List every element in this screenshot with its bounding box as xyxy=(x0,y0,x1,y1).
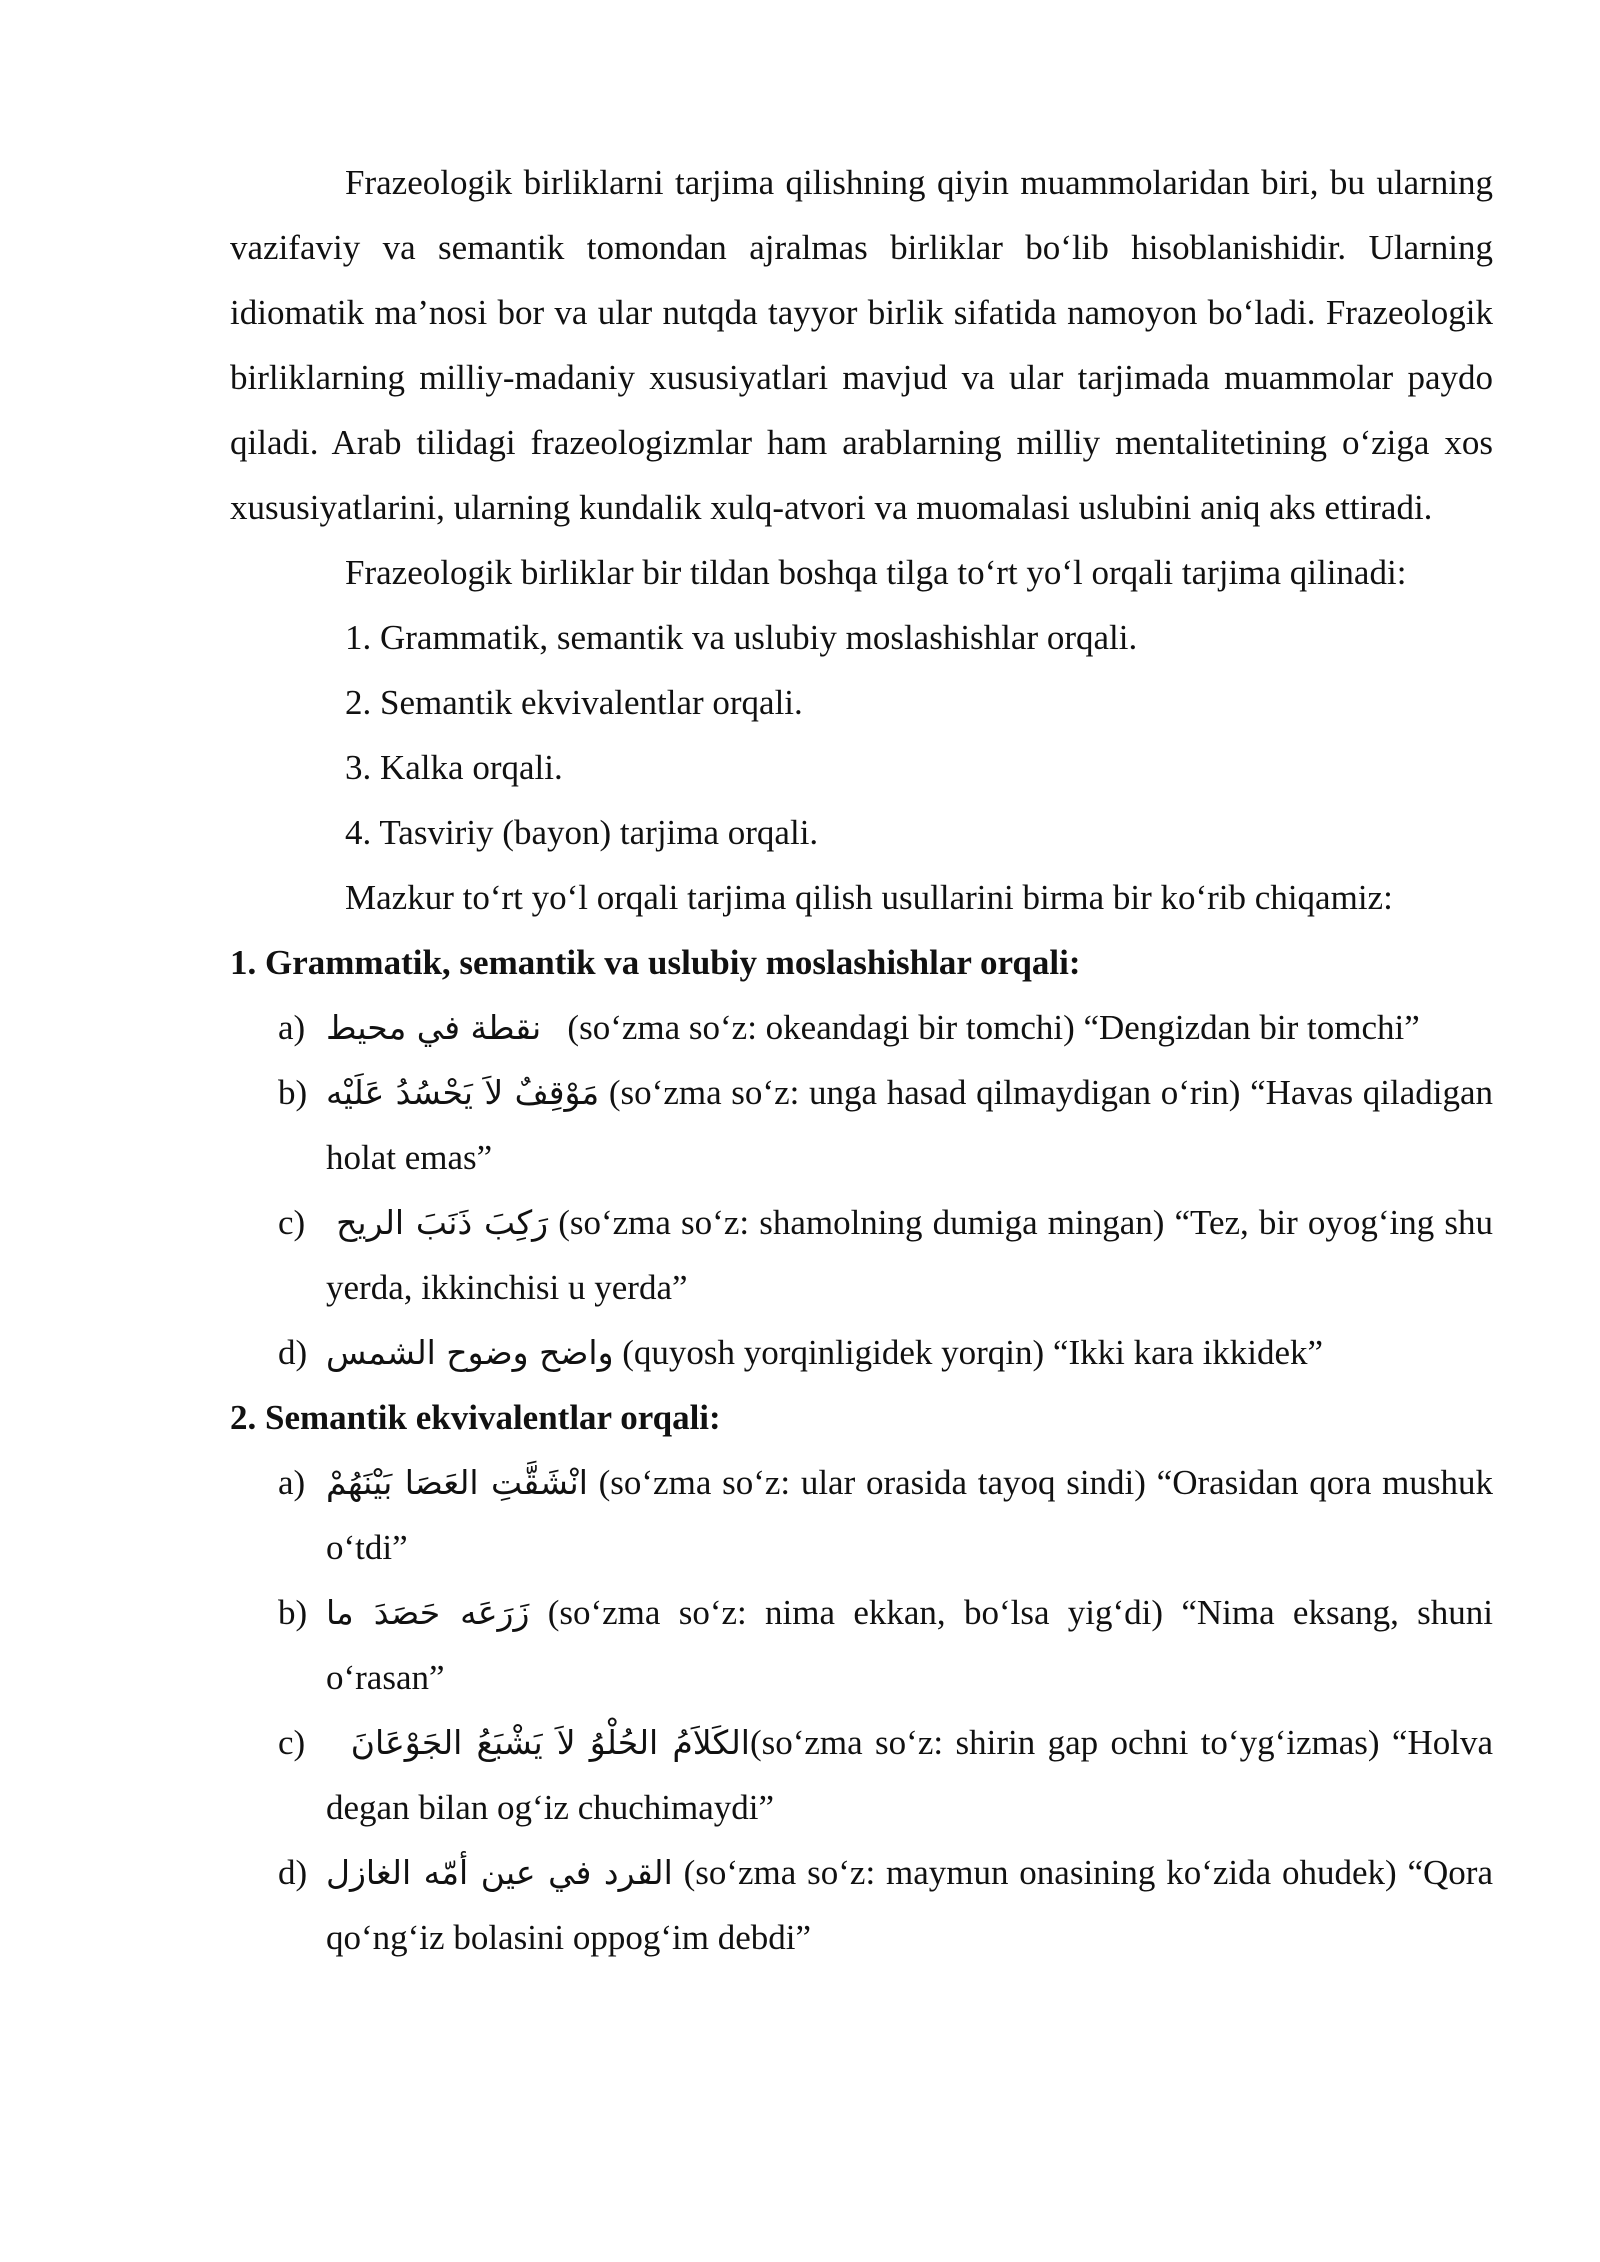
item-label: d) xyxy=(278,1333,308,1372)
example-item xyxy=(230,1450,1493,1580)
item-translation: (so‘zma so‘z: unga hasad qilmaydigan o‘rin) “Havas qiladigan holat emas” xyxy=(326,1073,1493,1177)
arabic-phrase: القرد في عين أمّه الغازل xyxy=(326,1853,673,1892)
item-translation: (so‘zma so‘z: okeandagi bir tomchi) “Dengizdan bir tomchi” xyxy=(567,1008,1420,1047)
item-translation: (quyosh yorqinligidek yorqin) “Ikki kara ikkidek” xyxy=(622,1333,1324,1372)
example-item xyxy=(230,1840,1493,1970)
review-intro: Mazkur to‘rt yo‘l orqali tarjima qilish usullarini birma bir ko‘rib chiqamiz: xyxy=(345,878,1393,917)
arabic-phrase: الكَلاَمُ الحُلْوُ لاَ يَشْبَعُ الجَوْعَانَ xyxy=(350,1723,750,1762)
arabic-phrase: مَوْقِفٌ لاَ يَحْسُدُ عَلَيْه xyxy=(326,1073,600,1112)
item-label: d) xyxy=(278,1853,308,1892)
example-item xyxy=(230,1710,1493,1840)
item-translation: (so‘zma so‘z: maymun onasining ko‘zida ohudek) “Qora qo‘ng‘iz bolasini oppog‘im debdi” xyxy=(326,1853,1493,1957)
example-item xyxy=(230,1580,1493,1710)
item-translation: (so‘zma so‘z: nima ekkan, bo‘lsa yig‘di) “Nima eksang, shuni o‘rasan” xyxy=(326,1593,1493,1697)
item-translation: (so‘zma so‘z: ular orasida tayoq sindi) “Orasidan qora mushuk o‘tdi” xyxy=(326,1463,1494,1567)
intro-paragraph: Frazeologik birliklarni tarjima qilishning qiyin muammolaridan biri, bu ularning vazifaviy va semantik tomondan ajralmas birliklar bo‘lib hisoblanishidir. Ularning idiomatik ma’nosi bor va ular nutqda tayyor birlik sifatida namoyon bo‘ladi. Frazeologik birliklarning milliy-madaniy xususiyatlari mavjud va ular tarjimada muammolar paydo qiladi. Arab tilidagi frazeologizmlar ham arablarning milliy mentalitetining o‘ziga xos xususiyatlarini, ularning kundalik xulq-atvori va muomalasi uslubini aniq aks ettiradi. xyxy=(230,163,1493,527)
item-label: c) xyxy=(278,1203,306,1242)
arabic-phrase: زَرَعَه حَصَدَ ما xyxy=(326,1593,530,1632)
section-heading: 1. Grammatik, semantik va uslubiy moslashishlar orqali: xyxy=(230,943,1081,982)
methods-intro: Frazeologik birliklar bir tildan boshqa tilga to‘rt yo‘l orqali tarjima qilinadi: xyxy=(345,553,1407,592)
item-translation: (so‘zma so‘z: shirin gap ochni to‘yg‘izmas) “Holva degan bilan og‘iz chuchimaydi” xyxy=(326,1723,1493,1827)
section-heading: 2. Semantik ekvivalentlar orqali: xyxy=(230,1398,721,1437)
example-item xyxy=(230,1060,1493,1190)
arabic-phrase: واضح وضوح الشمس xyxy=(326,1333,614,1372)
item-label: b) xyxy=(278,1073,308,1112)
example-item xyxy=(230,1190,1493,1320)
document-page xyxy=(230,150,1493,1970)
item-label: c) xyxy=(278,1723,306,1762)
method-item: 2. Semantik ekvivalentlar orqali. xyxy=(345,683,803,722)
method-item: 1. Grammatik, semantik va uslubiy moslashishlar orqali. xyxy=(345,618,1138,657)
method-item: 3. Kalka orqali. xyxy=(345,748,563,787)
method-item: 4. Tasviriy (bayon) tarjima orqali. xyxy=(345,813,819,852)
example-item xyxy=(230,995,1493,1060)
item-label: b) xyxy=(278,1593,308,1632)
item-label: a) xyxy=(278,1463,306,1502)
example-item xyxy=(230,1320,1493,1385)
arabic-phrase: رَكِبَ ذَنَبَ الريح xyxy=(336,1203,549,1242)
arabic-phrase: نقطة في محيط xyxy=(326,1008,542,1047)
arabic-phrase: انْشَقَّتِ العَصَا بَيْنَهُمْ xyxy=(326,1463,588,1502)
item-label: a) xyxy=(278,1008,306,1047)
item-translation: (so‘zma so‘z: shamolning dumiga mingan) “Tez, bir oyog‘ing shu yerda, ikkinchisi u yerda” xyxy=(326,1203,1494,1307)
